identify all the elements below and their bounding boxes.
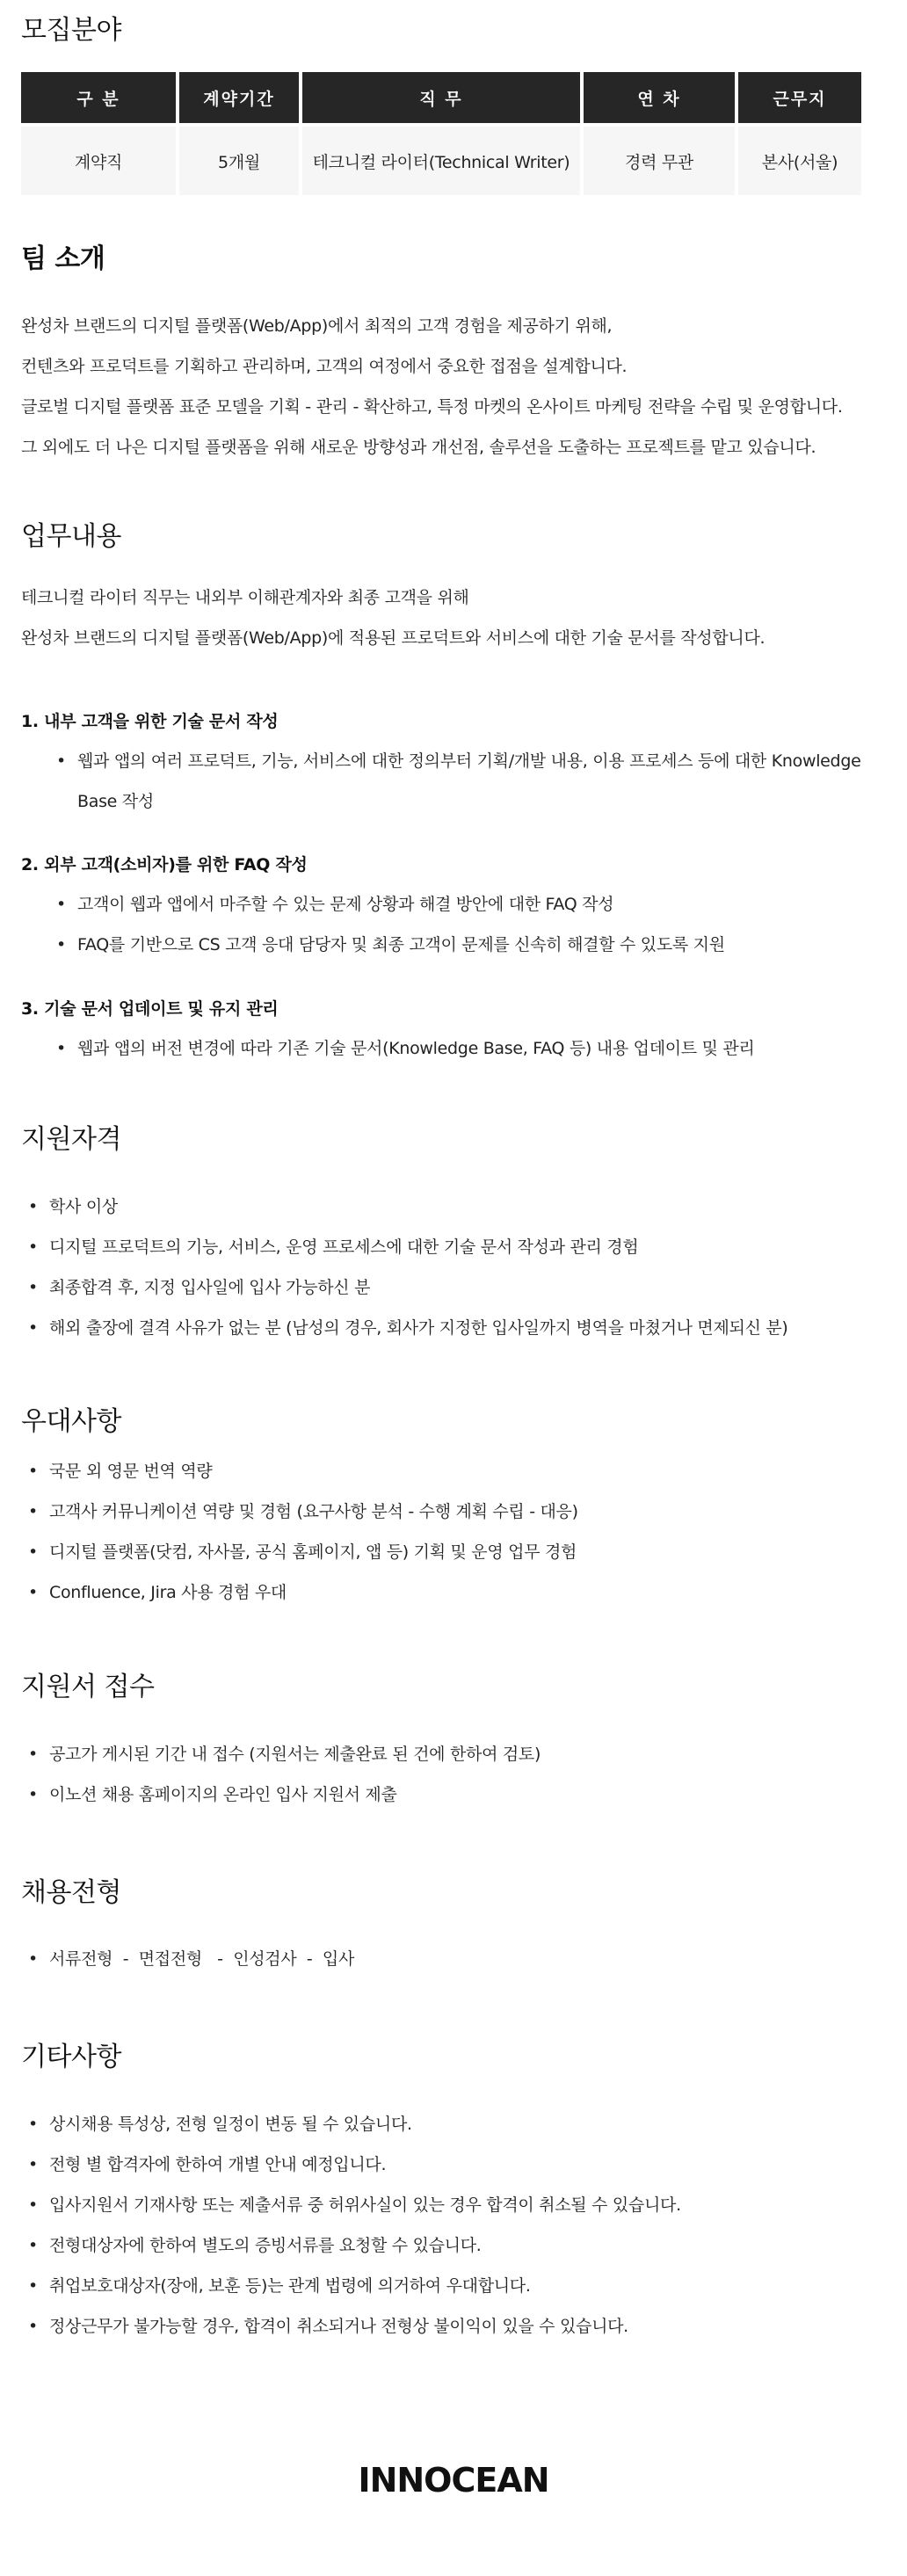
list-item: • 디지털 프로덕트의 기능, 서비스, 운영 프로세스에 대한 기술 문서 작성과 관리 경험 <box>49 1227 788 1267</box>
list-item: • 입사지원서 기재사항 또는 제출서류 중 허위사실이 있는 경우 합격이 취소될 수 있습니다. <box>49 2185 681 2225</box>
duties-sub3-heading: 3. 기술 문서 업데이트 및 유지 관리 <box>21 999 279 1019</box>
duties-sub1-heading: 1. 내부 고객을 위한 기술 문서 작성 <box>21 712 279 731</box>
duties-sub3-list <box>77 1028 755 1069</box>
recruit-table <box>18 72 865 195</box>
team-line: 완성차 브랜드의 디지털 플랫폼(Web/App)에서 최적의 고객 경험을 제공하기 위해, <box>21 316 613 336</box>
team-title: 팀 소개 <box>21 243 105 274</box>
duties-sub2-list <box>77 884 725 965</box>
duties-intro-line: 완성차 브랜드의 디지털 플랫폼(Web/App)에 적용된 프로덕트와 서비스에 대한 기술 문서를 작성합니다. <box>21 628 766 648</box>
header-experience: 연 차 <box>584 72 735 123</box>
list-item: • 고객이 웹과 앱에서 마주할 수 있는 문제 상황과 해결 방안에 대한 FAQ 작성 <box>77 884 725 925</box>
list-item: • 고객사 커뮤니케이션 역량 및 경험 (요구사항 분석 - 수행 계획 수립 - 대응) <box>49 1491 578 1532</box>
list-item: • 전형대상자에 한하여 별도의 증빙서류를 요청할 수 있습니다. <box>49 2225 681 2266</box>
process-title: 채용전형 <box>21 1877 121 1908</box>
table-row <box>21 123 861 195</box>
list-item: • 서류전형 - 면접전형 - 인성검사 - 입사 <box>49 1939 354 1979</box>
list-item: • 학사 이상 <box>49 1186 788 1227</box>
team-line: 컨텐츠와 프로덕트를 기획하고 관리하며, 고객의 여정에서 중요한 접점을 설계합니다. <box>21 357 628 376</box>
list-item: • Confluence, Jira 사용 경험 우대 <box>49 1572 578 1613</box>
list-item: • 취업보호대상자(장애, 보훈 등)는 관계 법령에 의거하여 우대합니다. <box>49 2266 681 2306</box>
innocean-logo: INNOCEAN <box>358 2461 549 2500</box>
list-item: • 최종합격 후, 지정 입사일에 입사 가능하신 분 <box>49 1267 788 1308</box>
cell-role: 테크니컬 라이터(Technical Writer) <box>302 123 580 195</box>
table-header-row <box>21 72 861 123</box>
qualifications-title: 지원자격 <box>21 1124 121 1155</box>
apply-title: 지원서 접수 <box>21 1672 155 1702</box>
process-list <box>49 1939 354 1979</box>
duties-intro-line: 테크니컬 라이터 직무는 내외부 이해관계자와 최종 고객을 위해 <box>21 588 469 607</box>
duties-sub2-heading: 2. 외부 고객(소비자)를 위한 FAQ 작성 <box>21 855 308 874</box>
list-item: • 국문 외 영문 번역 역량 <box>49 1451 578 1491</box>
team-line: 그 외에도 더 나은 디지털 플랫폼을 위해 새로운 방향성과 개선점, 솔루션을 도출하는 프로젝트를 맡고 있습니다. <box>21 438 816 457</box>
preferred-list <box>49 1451 578 1613</box>
cell-experience: 경력 무관 <box>584 123 735 195</box>
cell-category: 계약직 <box>21 123 176 195</box>
list-item: • 이노션 채용 홈페이지의 온라인 입사 지원서 제출 <box>49 1774 541 1815</box>
list-item: • 웹과 앱의 버전 변경에 따라 기존 기술 문서(Knowledge Base, FAQ 등) 내용 업데이트 및 관리 <box>77 1028 755 1069</box>
team-description <box>21 306 843 468</box>
header-category: 구 분 <box>21 72 176 123</box>
header-role: 직 무 <box>302 72 580 123</box>
duties-title: 업무내용 <box>21 521 121 552</box>
header-location: 근무지 <box>738 72 861 123</box>
etc-title: 기타사항 <box>21 2042 121 2072</box>
list-item: • 해외 출장에 결격 사유가 없는 분 (남성의 경우, 회사가 지정한 입사일까지 병역을 마쳤거나 면제되신 분) <box>49 1308 788 1348</box>
qualifications-list <box>49 1186 788 1348</box>
duties-sub1-list <box>77 741 868 822</box>
list-item: • 전형 별 합격자에 한하여 개별 안내 예정입니다. <box>49 2144 681 2185</box>
duties-intro <box>21 577 765 658</box>
list-item: • 공고가 게시된 기간 내 접수 (지원서는 제출완료 된 건에 한하여 검토) <box>49 1734 541 1774</box>
apply-list <box>49 1734 541 1815</box>
list-item: • 웹과 앱의 여러 프로덕트, 기능, 서비스에 대한 정의부터 기획/개발 내용, 이용 프로세스 등에 대한 Knowledge Base 작성 <box>77 741 868 822</box>
header-contract-period: 계약기간 <box>179 72 299 123</box>
etc-list <box>49 2104 681 2347</box>
team-line: 글로벌 디지털 플랫폼 표준 모델을 기획 - 관리 - 확산하고, 특정 마켓의 온사이트 마케팅 전략을 수립 및 운영합니다. <box>21 397 843 417</box>
list-item: • 디지털 플랫폼(닷컴, 자사몰, 공식 홈페이지, 앱 등) 기획 및 운영 업무 경험 <box>49 1532 578 1572</box>
preferred-title: 우대사항 <box>21 1406 121 1437</box>
list-item: • 정상근무가 불가능할 경우, 합격이 취소되거나 전형상 불이익이 있을 수 있습니다. <box>49 2306 681 2347</box>
cell-contract-period: 5개월 <box>179 123 299 195</box>
list-item: • FAQ를 기반으로 CS 고객 응대 담당자 및 최종 고객이 문제를 신속히 해결할 수 있도록 지원 <box>77 925 725 965</box>
cell-location: 본사(서울) <box>738 123 861 195</box>
list-item: • 상시채용 특성상, 전형 일정이 변동 될 수 있습니다. <box>49 2104 681 2144</box>
recruit-title: 모집분야 <box>21 15 121 46</box>
